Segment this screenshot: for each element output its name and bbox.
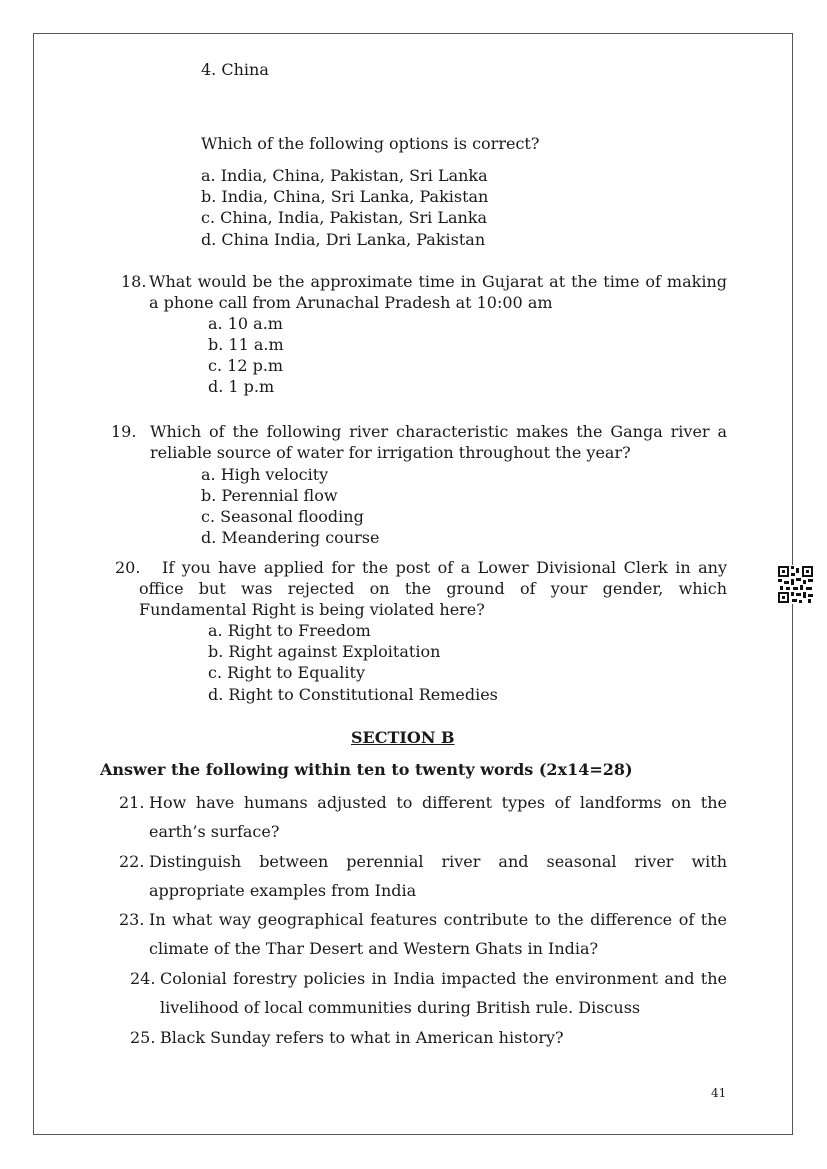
q17-option-b: b. India, China, Sri Lanka, Pakistan xyxy=(201,187,489,206)
q20-text: If you have applied for the post of a Lower Divisional Clerk in any office but was rejected on the ground of your gender, which Fundamental Right is being violated here? xyxy=(139,558,727,619)
q18-option-a: a. 10 a.m xyxy=(208,314,283,333)
q17-option-c: c. China, India, Pakistan, Sri Lanka xyxy=(201,208,488,227)
q18-number: 18. xyxy=(121,272,147,291)
section-instruction: Answer the following within ten to twenty words (2x14=28) xyxy=(100,760,633,779)
q20-option-a: a. Right to Freedom xyxy=(208,621,371,640)
q19-option-c: c. Seasonal flooding xyxy=(201,507,364,526)
q20-option-d: d. Right to Constitutional Remedies xyxy=(208,685,498,704)
q17-option-d: d. China India, Dri Lanka, Pakistan xyxy=(201,230,486,249)
q19-option-b: b. Perennial flow xyxy=(201,486,338,505)
q18-option-d: d. 1 p.m xyxy=(208,377,275,396)
q17-prompt: Which of the following options is correct? xyxy=(201,134,540,153)
q20-number: 20. xyxy=(115,558,141,577)
page-number: 41 xyxy=(711,1086,727,1100)
q19-option-d: d. Meandering course xyxy=(201,528,380,547)
q23-number: 23. xyxy=(119,910,145,929)
q21-number: 21. xyxy=(119,793,145,812)
q25-text: Black Sunday refers to what in American history? xyxy=(160,1028,564,1047)
q24-text: Colonial forestry policies in India impacted the environment and the livelihood of local communities during British rule. Discuss xyxy=(160,969,727,1017)
section-title: SECTION B xyxy=(351,728,455,747)
q19-text: Which of the following river characteristic makes the Ganga river a reliable source of water for irrigation throughout the year? xyxy=(150,422,727,462)
q23-text: In what way geographical features contribute to the difference of the climate of the Thar Desert and Western Ghats in India? xyxy=(149,910,727,958)
q18-option-c: c. 12 p.m xyxy=(208,356,284,375)
q19-number: 19. xyxy=(111,422,137,441)
q25-number: 25. xyxy=(130,1028,156,1047)
q20-option-c: c. Right to Equality xyxy=(208,663,365,682)
q24-number: 24. xyxy=(130,969,156,988)
qr-code-icon xyxy=(777,565,814,604)
q19-option-a: a. High velocity xyxy=(201,465,329,484)
q21-text: How have humans adjusted to different types of landforms on the earth’s surface? xyxy=(149,793,727,841)
q22-number: 22. xyxy=(119,852,145,871)
q18-text: What would be the approximate time in Gujarat at the time of making a phone call from Arunachal Pradesh at 10:00 am xyxy=(149,272,727,312)
q18-option-b: b. 11 a.m xyxy=(208,335,284,354)
q17-last-item: 4. China xyxy=(201,60,269,79)
q20-option-b: b. Right against Exploitation xyxy=(208,642,441,661)
q22-text: Distinguish between perennial river and seasonal river with appropriate examples from India xyxy=(149,852,727,900)
q17-option-a: a. India, China, Pakistan, Sri Lanka xyxy=(201,166,488,185)
